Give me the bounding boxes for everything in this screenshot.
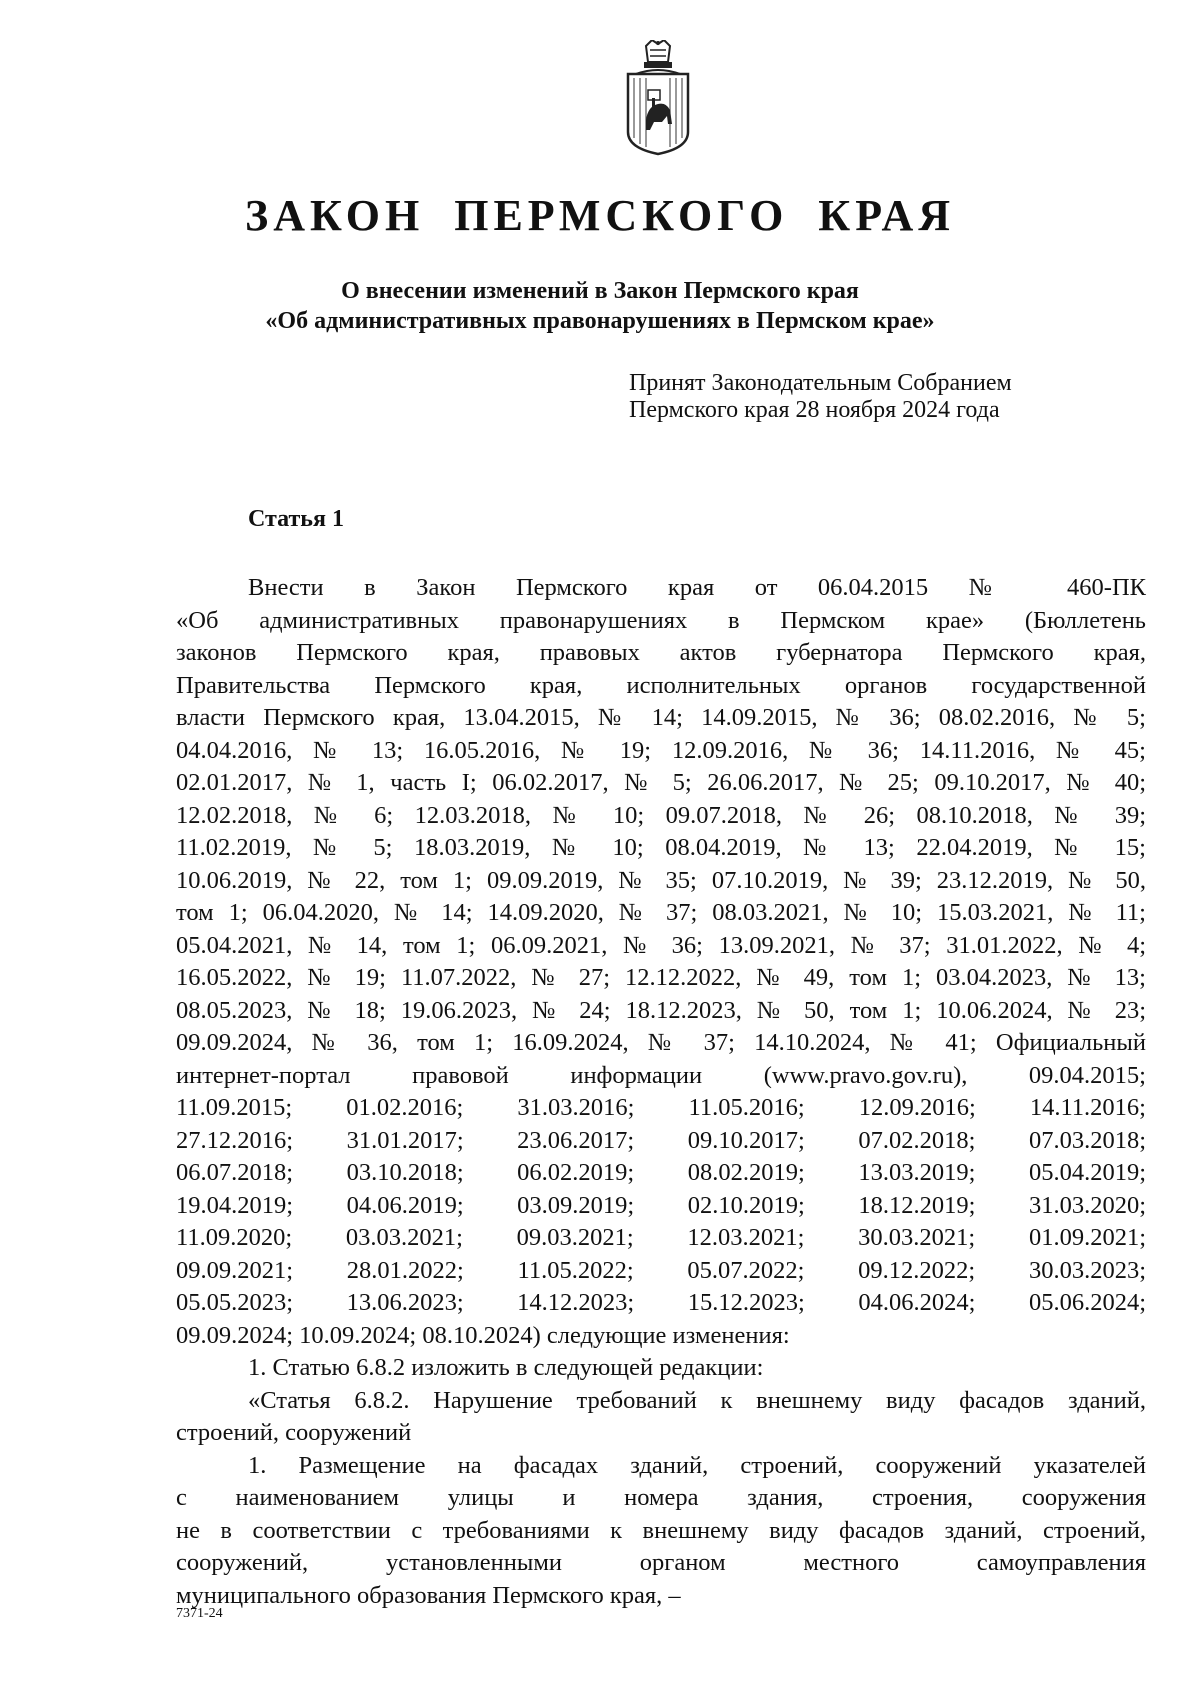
adoption-line-2: Пермского края 28 ноября 2024 года — [629, 397, 1000, 423]
body-line: 05.04.2021, № 14, том 1; 06.09.2021, № 36; 13.09.2021, № 37; 31.01.2022, № 4; — [176, 931, 1146, 959]
body-line: 19.04.2019; 04.06.2019; 03.09.2019; 02.10.2019; 18.12.2019; 31.03.2020; — [176, 1191, 1146, 1219]
body-line: 12.02.2018, № 6; 12.03.2018, № 10; 09.07.2018, № 26; 08.10.2018, № 39; — [176, 801, 1146, 829]
body-line: 10.06.2019, № 22, том 1; 09.09.2019, № 35; 07.10.2019, № 39; 23.12.2019, № 50, — [176, 866, 1146, 894]
body-line: 09.09.2024; 10.09.2024; 08.10.2024) следующие изменения: — [176, 1321, 790, 1349]
document-type-title: ЗАКОН ПЕРМСКОГО КРАЯ — [244, 191, 956, 240]
body-line: 16.05.2022, № 19; 11.07.2022, № 27; 12.12.2022, № 49, том 1; 03.04.2023, № 13; — [176, 964, 1146, 991]
body-line: «Статья 6.8.2. Нарушение требований к внешнему виду фасадов зданий, — [248, 1386, 1146, 1414]
subject-line-2: «Об административных правонарушениях в Пермском крае» — [265, 308, 935, 334]
body-line: том 1; 06.04.2020, № 14; 14.09.2020, № 37; 08.03.2021, № 10; 15.03.2021, № 11; — [176, 899, 1146, 926]
body-line: сооружений, установленными органом местного самоуправления — [176, 1549, 1146, 1576]
body-line: Правительства Пермского края, исполнительных органов государственной — [176, 671, 1146, 699]
body-line: власти Пермского края, 13.04.2015, № 14; 14.09.2015, № 36; 08.02.2016, № 5; — [176, 704, 1146, 731]
body-line: 11.09.2015; 01.02.2016; 31.03.2016; 11.05.2016; 12.09.2016; 14.11.2016; — [176, 1094, 1146, 1121]
body-line: Внести в Закон Пермского края от 06.04.2015 № 460-ПК — [248, 574, 1146, 601]
subject-line-1: О внесении изменений в Закон Пермского края — [341, 278, 859, 304]
body-line: 11.09.2020; 03.03.2021; 09.03.2021; 12.03.2021; 30.03.2021; 01.09.2021; — [176, 1224, 1146, 1251]
body-line: 05.05.2023; 13.06.2023; 14.12.2023; 15.12.2023; 04.06.2024; 05.06.2024; — [176, 1289, 1146, 1316]
body-line: 04.04.2016, № 13; 16.05.2016, № 19; 12.09.2016, № 36; 14.11.2016, № 45; — [176, 736, 1146, 764]
body-line: не в соответствии с требованиями к внешнему виду фасадов зданий, строений, — [176, 1516, 1146, 1544]
body-line: 1. Размещение на фасадах зданий, строений, сооружений указателей — [248, 1451, 1146, 1479]
adoption-line-1: Принят Законодательным Собранием — [629, 370, 1012, 396]
article-body — [176, 572, 1146, 1612]
body-line: строений, сооружений — [176, 1419, 412, 1446]
body-line: «Об административных правонарушениях в Пермском крае» (Бюллетень — [176, 606, 1146, 634]
body-line: 09.09.2024, № 36, том 1; 16.09.2024, № 37; 14.10.2024, № 41; Официальный — [176, 1029, 1146, 1056]
body-line: с наименованием улицы и номера здания, строения, сооружения — [176, 1484, 1146, 1511]
body-line: 1. Статью 6.8.2 изложить в следующей редакции: — [248, 1354, 764, 1381]
body-line: 27.12.2016; 31.01.2017; 23.06.2017; 09.10.2017; 07.02.2018; 07.03.2018; — [176, 1126, 1146, 1154]
body-line: интернет-портал правовой информации (www.pravo.gov.ru), 09.04.2015; — [176, 1061, 1146, 1089]
document-number: 7371-24 — [176, 1606, 223, 1621]
body-line: 11.02.2019, № 5; 18.03.2019, № 10; 08.04.2019, № 13; 22.04.2019, № 15; — [176, 834, 1146, 861]
article-title: Статья 1 — [248, 506, 344, 532]
document-subject — [0, 276, 1200, 336]
coat-of-arms-icon — [622, 40, 694, 156]
body-line: 08.05.2023, № 18; 19.06.2023, № 24; 18.12.2023, № 50, том 1; 10.06.2024, № 23; — [176, 996, 1146, 1024]
adoption-note — [629, 370, 1012, 424]
body-line: муниципального образования Пермского края, – — [176, 1581, 681, 1609]
body-line: законов Пермского края, правовых актов губернатора Пермского края, — [176, 639, 1146, 666]
body-line: 06.07.2018; 03.10.2018; 06.02.2019; 08.02.2019; 13.03.2019; 05.04.2019; — [176, 1159, 1146, 1186]
body-line: 02.01.2017, № 1, часть I; 06.02.2017, № 5; 26.06.2017, № 25; 09.10.2017, № 40; — [176, 769, 1146, 796]
body-line: 09.09.2021; 28.01.2022; 11.05.2022; 05.07.2022; 09.12.2022; 30.03.2023; — [176, 1256, 1146, 1284]
